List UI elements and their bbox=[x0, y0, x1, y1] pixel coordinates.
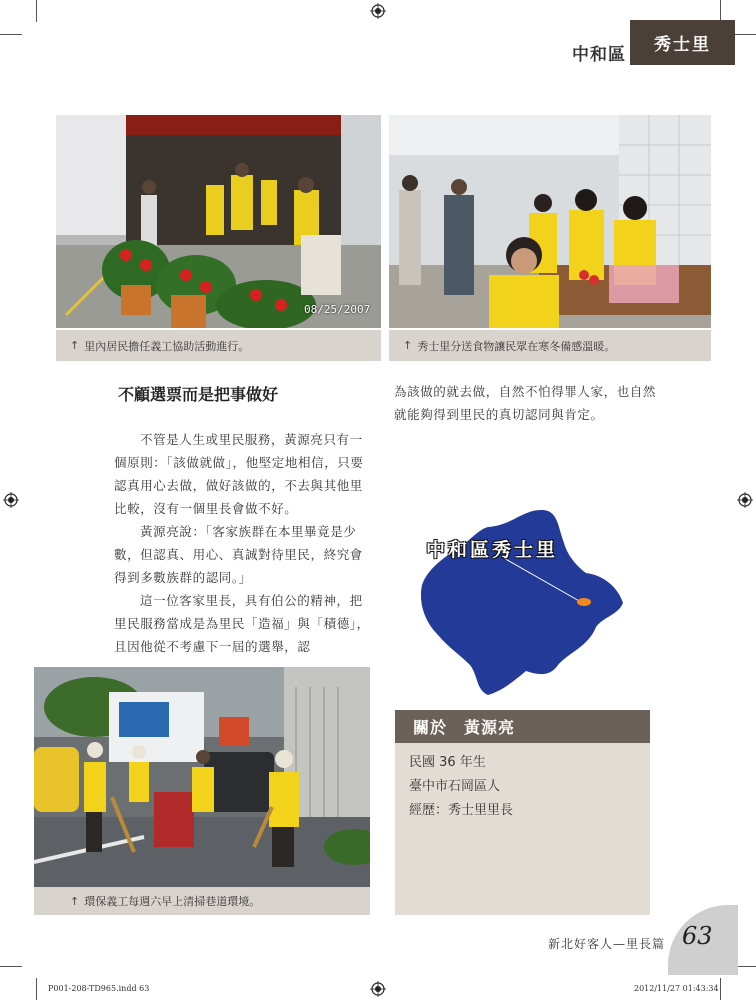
registration-mark-icon bbox=[3, 492, 19, 508]
crop-mark bbox=[0, 34, 22, 35]
caption-bottom-left bbox=[34, 887, 370, 915]
article-heading: 不顧選票而是把事做好 bbox=[118, 385, 279, 404]
header-village-box: 秀士里 bbox=[630, 20, 735, 65]
about-title: 關於 黃源亮 bbox=[395, 710, 650, 743]
photo-date-stamp: 08/25/2007 bbox=[304, 303, 371, 316]
photo-street-cleaning bbox=[34, 667, 370, 887]
crop-mark bbox=[0, 966, 22, 967]
map-label: 中和區秀士里 bbox=[426, 539, 559, 561]
caption-text: 環保義工每週六早上清掃巷道環境。 bbox=[84, 895, 261, 908]
print-slug-timestamp: 2012/11/27 01:43:34 bbox=[634, 984, 719, 993]
about-line: 經歷：秀士里里長 bbox=[409, 803, 514, 818]
crop-mark bbox=[36, 978, 37, 1000]
footer-book-title: 新北好客人—里長篇 bbox=[548, 937, 666, 951]
caption-text: 里內居民擔任義工協助活動進行。 bbox=[84, 339, 250, 353]
arrow-up-icon: ↑ bbox=[403, 339, 413, 352]
crop-mark bbox=[720, 978, 721, 1000]
article-body bbox=[114, 428, 374, 658]
about-body bbox=[395, 743, 650, 915]
crop-mark bbox=[36, 0, 37, 22]
page-number: 63 bbox=[682, 922, 713, 950]
article-paragraph: 不管是人生或里民服務，黃源亮只有一個原則：「該做就做」，他堅定地相信，只要認真用心去做，做好該做的，不去與其他里比較，沒有一個里長會做不好。 bbox=[114, 432, 364, 516]
caption-text: 秀士里分送食物讓民眾在寒冬備感溫暖。 bbox=[417, 339, 616, 353]
registration-mark-icon bbox=[370, 3, 386, 19]
about-line: 臺中市石岡區人 bbox=[409, 779, 501, 794]
arrow-up-icon: ↑ bbox=[70, 894, 80, 908]
registration-mark-icon bbox=[737, 492, 753, 508]
caption-top-right bbox=[389, 330, 711, 361]
article-paragraph: 這一位客家里長，具有伯公的精神，把里民服務當成是為里民「造福」與「積德」，且因他從不考慮下一屆的選舉，認 bbox=[114, 593, 370, 654]
arrow-up-icon: ↑ bbox=[70, 339, 80, 352]
caption-top-left bbox=[56, 330, 381, 361]
header-district: 中和區 bbox=[572, 45, 626, 65]
about-line: 民國 36 年生 bbox=[409, 755, 486, 770]
photo-volunteers-event bbox=[56, 115, 381, 328]
crop-mark bbox=[734, 34, 756, 35]
registration-mark-icon bbox=[370, 981, 386, 997]
crop-mark bbox=[720, 0, 721, 22]
article-paragraph: 黃源亮說：「客家族群在本里畢竟是少數，但認真、用心、真誠對待里民，終究會得到多數族群的認同。」 bbox=[114, 524, 363, 585]
photo-food-distribution bbox=[389, 115, 711, 328]
article-continuation: 為該做的就去做，自然不怕得罪人家，也自然就能夠得到里民的真切認同與肯定。 bbox=[394, 384, 657, 422]
district-map bbox=[418, 505, 628, 700]
print-slug-file: P001-208-TD965.indd 63 bbox=[48, 984, 150, 993]
